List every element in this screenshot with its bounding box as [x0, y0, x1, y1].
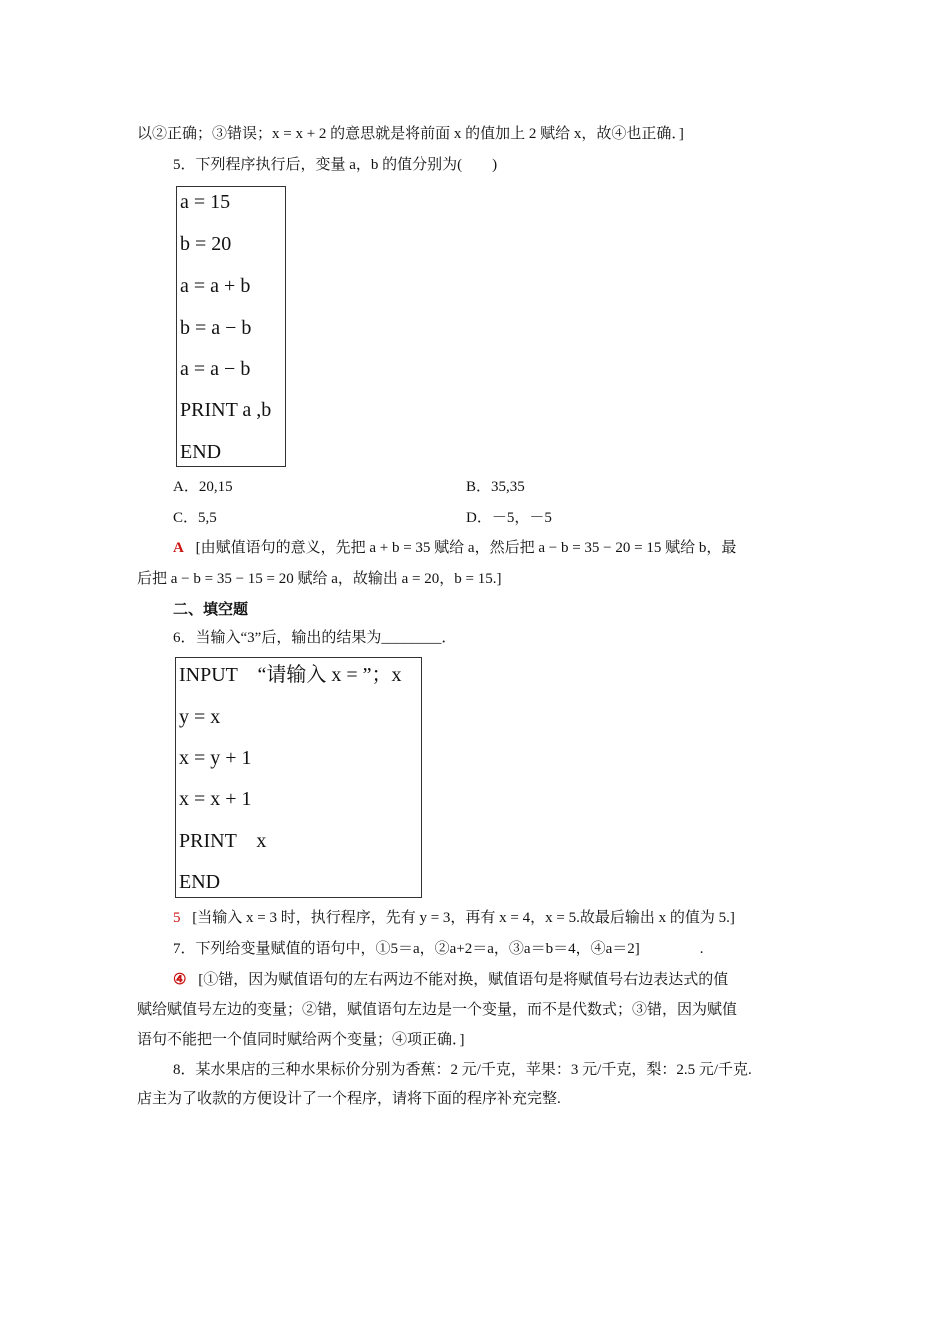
q5-explanation: [由赋值语句的意义，先把 a + b = 35 赋给 a，然后把 a − b = 35 − 20 = 15 赋给 b，最	[195, 540, 737, 556]
q6-answer-line	[173, 908, 735, 928]
q6-code-line: x = x + 1	[179, 788, 252, 810]
q8-stem: 8．某水果店的三种水果标价分别为香蕉：2 元/千克，苹果：3 元/千克，梨：2.5 元/千克.	[173, 1062, 752, 1078]
q5-code-line: b = a − b	[180, 317, 252, 339]
q5-option-d: D．－5，－5	[466, 510, 552, 526]
q5-option-c: C．5,5	[173, 510, 217, 526]
q6-code-line: PRINT x	[179, 830, 267, 852]
q6-code-box	[175, 657, 422, 898]
q6-code-line: END	[179, 871, 221, 893]
q5-code-line: a = 15	[180, 191, 231, 213]
q5-code-line: END	[180, 441, 222, 463]
q6-code-line: INPUT “请输入 x = ”；x	[179, 664, 402, 686]
q5-stem: 5．下列程序执行后，变量 a，b 的值分别为( )	[173, 157, 498, 173]
q7-explanation: [①错，因为赋值语句的左右两边不能对换，赋值语句是将赋值号右边表达式的值	[198, 972, 729, 988]
q7-stem: 7．下列给变量赋值的语句中，①5＝a，②a+2＝a，③a＝b＝4，④a＝2] .	[173, 941, 704, 957]
q7-explanation-cont: 语句不能把一个值同时赋给两个变量；④项正确．]	[137, 1032, 465, 1048]
q6-code-line: x = y + 1	[179, 747, 252, 769]
q6-code-line: y = x	[179, 706, 221, 728]
q5-option-a: A．20,15	[173, 479, 233, 495]
q5-code-line: PRINT a ,b	[180, 399, 272, 421]
q8-stem-cont: 店主为了收款的方便设计了一个程序，请将下面的程序补充完整.	[137, 1091, 561, 1107]
q7-explanation-cont: 赋给赋值号左边的变量；②错，赋值语句左边是一个变量，而不是代数式；③错，因为赋值	[137, 1002, 738, 1018]
q5-code-line: b = 20	[180, 233, 232, 255]
q7-answer: ④	[173, 972, 187, 988]
q5-code-box	[176, 186, 286, 467]
q5-answer-line	[173, 538, 736, 558]
q5-code-line: a = a − b	[180, 358, 251, 380]
q5-option-b: B．35,35	[466, 479, 525, 495]
q5-explanation-cont: 后把 a − b = 35 − 15 = 20 赋给 a，故输出 a = 20，b = 15.]	[137, 571, 502, 587]
q7-answer-line	[173, 970, 728, 990]
q6-explanation: [当输入 x = 3 时，执行程序，先有 y = 3，再有 x = 4，x = 5.故最后输出 x 的值为 5.]	[192, 910, 735, 926]
section-title: 二、填空题	[173, 602, 249, 618]
q4-explanation-tail: 以②正确；③错误；x = x + 2 的意思就是将前面 x 的值加上 2 赋给 x，故④也正确．]	[137, 126, 684, 142]
q6-answer: 5	[173, 910, 181, 926]
q6-stem: 6．当输入“3”后，输出的结果为________．	[173, 630, 457, 646]
q5-answer: A	[173, 540, 184, 556]
q5-code-line: a = a + b	[180, 275, 251, 297]
